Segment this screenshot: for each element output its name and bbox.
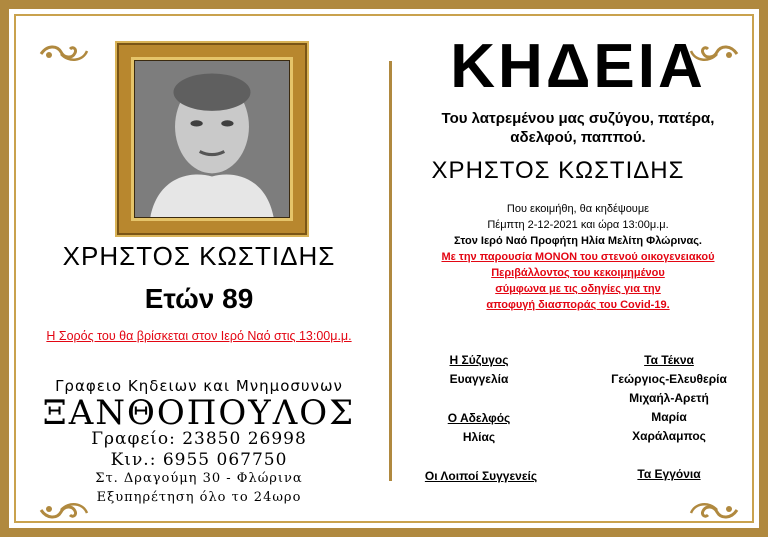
detail-line: Στον Ιερό Ναό Προφήτη Ηλία Μελίτη Φλώρινας. [454, 235, 702, 247]
family-member: Μιχαήλ-Αρετή [629, 391, 709, 405]
family-member: Ευαγγελία [449, 372, 509, 386]
deceased-age: Ετών 89 [144, 283, 254, 314]
scroll-ornament-icon [39, 43, 89, 65]
intro-line: αδελφού, παππού. [510, 129, 646, 146]
mobile-phone: Κιν.: 6955 067750 [110, 450, 288, 470]
family-label: Τα Τέκνα [644, 353, 694, 367]
family-member: Γεώργιος-Ελευθερία [611, 372, 727, 386]
family-brother [414, 409, 544, 447]
detail-line: Που εκοιμήθη, θα κηδέψουμε [506, 203, 650, 215]
funeral-details [393, 201, 763, 313]
family-member: Χαράλαμπος [632, 429, 706, 443]
covid-notice-line: αποφυγή διασποράς του Covid-19. [486, 299, 670, 311]
office-phone: Γραφείο: 23850 26998 [91, 429, 307, 449]
detail-line: Πέμπτη 2-12-2021 και ώρα 13:00μ.μ. [487, 219, 669, 231]
family-label: Τα Εγγόνια [637, 467, 701, 481]
family-relatives [401, 467, 561, 486]
funeral-office-brand: ΞΑΝΘΟΠΟΥΛΟΣ [42, 393, 356, 433]
deceased-name: ΧΡΗΣΤΟΣ ΚΩΣΤΙΔΗΣ [62, 241, 336, 271]
covid-notice-line: Με την παρουσία ΜΟΝΟΝ του στενού οικογενειακού [441, 251, 715, 263]
family-spouse [414, 351, 544, 389]
service-hours: Εξυπηρέτηση όλο το 24ωρο [96, 490, 302, 505]
family-label: Οι Λοιποί Συγγενείς [424, 469, 538, 483]
deceased-name-right: ΧΡΗΣΤΟΣ ΚΩΣΤΙΔΗΣ [431, 157, 685, 184]
covid-notice-line: σύμφωνα με τις οδηγίες για την [495, 283, 661, 295]
portrait-photo [135, 61, 289, 217]
covid-notice-line: Περιβάλλοντος του κεκοιμημένου [491, 267, 665, 279]
family-member: Ηλίας [462, 430, 496, 444]
family-label: Η Σύζυγος [449, 353, 509, 367]
column-divider [389, 61, 392, 481]
scroll-ornament-icon [689, 499, 739, 521]
intro-text [393, 109, 763, 147]
intro-line: Του λατρεμένου μας συζύγου, πατέρα, [441, 110, 715, 127]
notice-title: ΚΗΔΕΙΑ [450, 32, 706, 101]
viewing-notice: Η Σορός του θα βρίσκεται στον Ιερό Ναό στις 13:00μ.μ. [46, 329, 352, 343]
office-address: Στ. Δραγούμη 30 - Φλώρινα [95, 471, 303, 486]
family-label: Ο Αδελφός [447, 411, 511, 425]
family-member: Μαρία [651, 410, 687, 424]
family-children [589, 351, 749, 446]
family-grandchildren [589, 465, 749, 484]
funeral-office-label: Γραφειο Κηδειων και Μνημοσυνων [55, 377, 343, 395]
portrait-frame [119, 45, 305, 233]
